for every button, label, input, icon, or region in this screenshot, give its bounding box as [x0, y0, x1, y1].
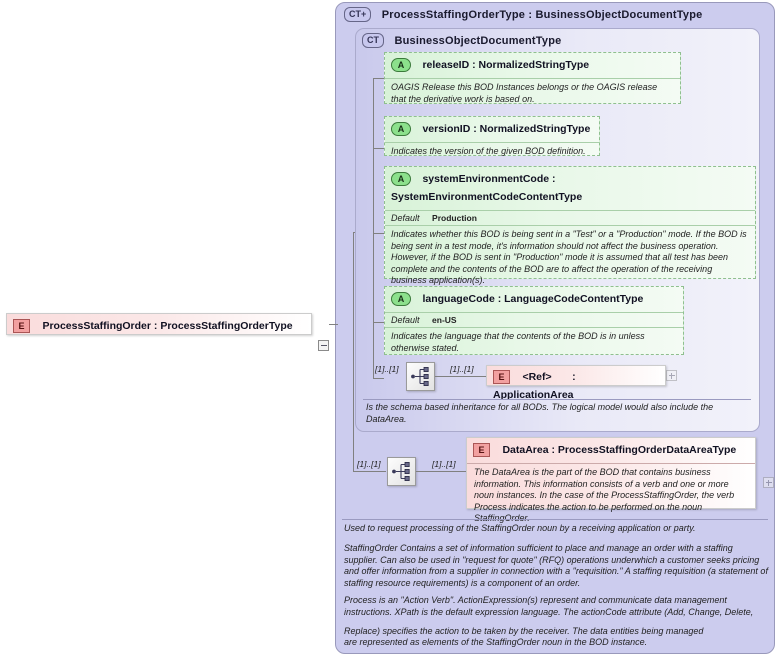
connector-vertical-attributes [373, 78, 374, 378]
default-label: Default [391, 213, 420, 223]
connector-root-to-type [329, 324, 338, 325]
outer-sequence-occurrence-left: [1]..[1] [357, 459, 381, 469]
element-dataarea-doc: The DataArea is the part of the BOD that contains business information. This information consists of a verb and one or more noun instances. In the case of the ProcessStaffingOrder, the verb Process indicates the action to be performed on the noun StaffingOrder. [467, 463, 755, 529]
inner-complextype-title: BusinessObjectDocumentType [394, 34, 562, 47]
element-dataarea[interactable] [466, 437, 756, 523]
default-value: en-US [432, 315, 457, 325]
element-badge-icon: E [13, 319, 30, 333]
attribute-languagecode[interactable] [384, 286, 684, 355]
attribute-languagecode-header [385, 287, 683, 313]
complextype-badge-icon: CT+ [344, 7, 371, 22]
element-applicationarea-ref-label: <Ref> [522, 370, 552, 383]
sequence-glyph-icon [388, 458, 415, 485]
element-badge-icon: E [493, 370, 510, 384]
attribute-releaseid-doc: OAGIS Release this BOD Instances belongs or the OAGIS release that the derivative work is based on. [391, 82, 658, 104]
attribute-versionid-name: versionID : NormalizedStringType [422, 122, 591, 135]
element-dataarea-name: DataArea : ProcessStaffingOrderDataAreaType [502, 443, 737, 456]
collapse-root-element-toggle[interactable] [318, 340, 329, 351]
sequence-compositor-icon[interactable] [406, 362, 435, 391]
element-applicationarea-type-label: : ApplicationArea [493, 370, 576, 401]
attribute-systemenvironmentcode-doc: Indicates whether this BOD is being sent in a "Test" or a "Production" mode. If the BOD is being sent in a test mode, it's information should not affect the business operation. However, if the BOD is sent in "Production" mode it is assumed that all test has been complete and the contents of the BOD are to affect the operation of the receiving business application(s). [391, 229, 747, 285]
connector-outer-to-inner-ct [353, 232, 355, 233]
attribute-versionid-doc: Indicates the version of the given BOD definition. [391, 146, 586, 156]
connector-branch-versionid [373, 148, 384, 149]
root-documentation-para3-a: Process is an "Action Verb". ActionExpression(s) represent and communicate data management instructions. XPath is the default expression language. The actionCode attribute (Add, Change, Delete, [344, 595, 754, 617]
attribute-releaseid-name: releaseID : NormalizedStringType [422, 58, 590, 71]
connector-inner-sequence-to-ref [435, 376, 487, 377]
root-documentation-line1: Used to request processing of the StaffingOrder noun by a receiving application or party. [344, 523, 696, 533]
inner-complextype-doc: Is the schema based inheritance for all BODs. The logical model would also include the DataArea. [366, 402, 714, 424]
root-element-label: ProcessStaffingOrder : ProcessStaffingOrderType [42, 319, 293, 332]
connector-branch-systemenvironmentcode [373, 233, 384, 234]
root-documentation-para3-c: are represented as elements of the StaffingOrder noun in the BOD instance. [344, 637, 648, 647]
attribute-languagecode-doc: Indicates the language that the contents of the BOD is in unless otherwise stated. [391, 331, 645, 353]
connector-outer-to-sequence [353, 471, 386, 472]
sequence-glyph-icon [407, 363, 434, 390]
element-applicationarea-ref[interactable] [486, 365, 666, 401]
attribute-badge-icon: A [391, 58, 411, 72]
connector-outer-sequence-to-dataarea [416, 471, 468, 472]
attribute-badge-icon: A [391, 172, 411, 186]
default-value: Production [432, 213, 477, 223]
root-element-processstaffingorder[interactable] [6, 313, 312, 335]
expand-applicationarea-toggle[interactable] [666, 370, 677, 381]
inner-sequence-occurrence-left: [1]..[1] [375, 364, 399, 374]
outer-sequence-occurrence-right: [1]..[1] [432, 459, 456, 469]
outer-complextype-title: ProcessStaffingOrderType : BusinessObjectDocumentType [381, 8, 703, 21]
attribute-systemenvironmentcode[interactable] [384, 166, 756, 285]
attribute-releaseid-header [385, 53, 680, 79]
root-documentation-para2: StaffingOrder Contains a set of information sufficient to place and manage an order with a staffing supplier. Can also be used in "request for quote" (RFQ) operations underwhich a customer seeks pricing and offer information from a supplier in connection with a "requisition." A staffing requisition (a statement of staffing resource requirements) is a component of an order. [344, 543, 768, 588]
inner-complextype-doc-separator [363, 399, 751, 400]
default-label: Default [391, 315, 420, 325]
connector-branch-releaseid [373, 78, 384, 79]
element-dataarea-header [467, 438, 755, 463]
attribute-systemenvironmentcode-default [385, 211, 755, 226]
inner-sequence-occurrence-right: [1]..[1] [450, 364, 474, 374]
root-doc-separator [342, 519, 768, 520]
attribute-badge-icon: A [391, 122, 411, 136]
root-documentation-para3-b: Replace) specifies the action to be taken by the receiver. The data entities being managed [344, 626, 704, 636]
attribute-badge-icon: A [391, 292, 411, 306]
complextype-badge-icon: CT [362, 33, 384, 48]
root-element-header [7, 314, 311, 339]
attribute-versionid-header [385, 117, 599, 143]
attribute-releaseid[interactable] [384, 52, 681, 104]
inner-complextype-header [362, 32, 561, 50]
attribute-languagecode-name: languageCode : LanguageCodeContentType [422, 292, 644, 305]
outer-complextype-header [344, 6, 702, 24]
connector-vertical-outer [353, 232, 354, 472]
element-badge-icon: E [473, 443, 490, 457]
sequence-compositor-icon[interactable] [387, 457, 416, 486]
attribute-systemenvironmentcode-header [385, 167, 755, 211]
expand-dataarea-toggle[interactable] [763, 477, 774, 488]
connector-branch-inner-sequence [373, 378, 384, 379]
attribute-systemenvironmentcode-name: systemEnvironmentCode : SystemEnvironmentCodeContentType [391, 172, 583, 203]
attribute-versionid[interactable] [384, 116, 600, 156]
connector-branch-languagecode [373, 322, 384, 323]
attribute-languagecode-default [385, 313, 683, 328]
